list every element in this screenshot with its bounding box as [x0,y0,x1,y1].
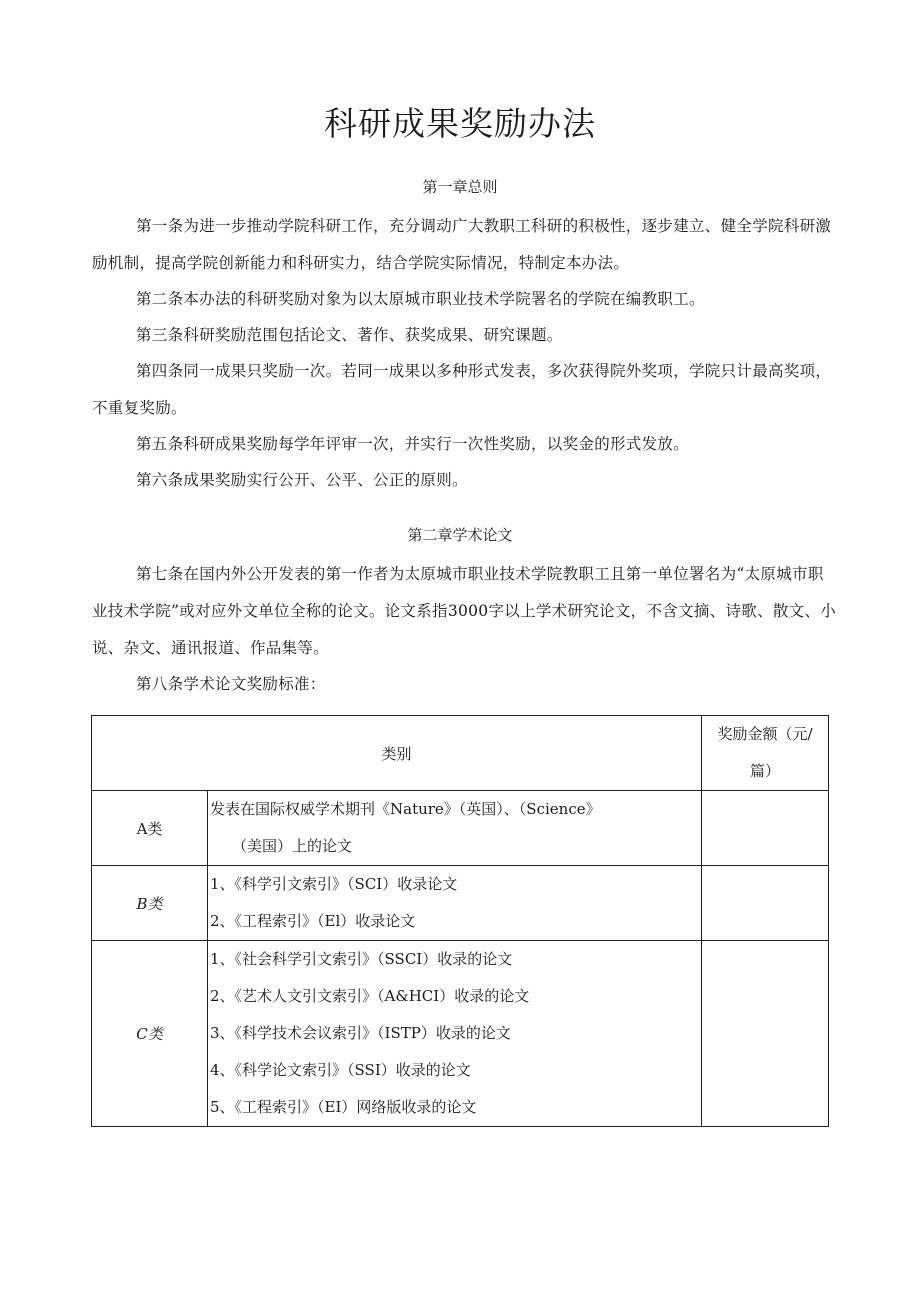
article-4: 第四条同一成果只奖励一次。若同一成果以多种形式发表，多次获得院外奖项，学院只计最高奖项，不重复奖励。 [92,362,832,417]
row-b-description: 1、《科学引文索引》（SCI）收录论文 2、《工程索引》（El）收录论文 [208,866,702,941]
article-5: 第五条科研成果奖励每学年评审一次，并实行一次性奖励，以奖金的形式发放。 [136,435,690,453]
row-a-description: 发表在国际权威学术期刊《Nature》（英国）、（Science》 （美国）上的论文 [208,791,702,866]
award-standard-table [91,715,829,1127]
table-row [92,941,829,1127]
chapter-1-heading: 第一章总则 [422,178,498,196]
row-b-category: B类 [92,866,208,941]
document-title: 科研成果奖励办法 [324,104,596,143]
row-b-amount [702,866,829,941]
article-1: 第一条为进一步推动学院科研工作，充分调动广大教职工科研的积极性，逐步建立、健全学院科研激励机制，提高学院创新能力和科研实力，结合学院实际情况，特制定本办法。 [92,217,832,272]
chapter-2-heading: 第二章学术论文 [407,526,513,544]
table-row [92,866,829,941]
table-row [92,791,829,866]
header-category: 类别 [92,716,702,791]
header-amount: 奖励金额（元/ 篇） [702,716,829,791]
article-6: 第六条成果奖励实行公开、公平、公正的原则。 [136,471,468,489]
row-c-amount [702,941,829,1127]
row-c-description: 1、《社会科学引文索引》（SSCI）收录的论文 2、《艺术人文引文索引》（A&HCI）收录的论文 3、《科学技术会议索引》（ISTP）收录的论文 4、《科学论文索引》（SSI）收录的论文 5、《工程索引》（EI）网络版收录的论文 [208,941,702,1127]
article-8: 第八条学术论文奖励标准： [136,675,326,693]
table-header-row [92,716,829,791]
article-3: 第三条科研奖励范围包括论文、著作、获奖成果、研究课题。 [136,326,563,344]
row-a-amount [702,791,829,866]
row-a-category: A类 [92,791,208,866]
row-c-category: C类 [92,941,208,1127]
article-7: 第七条在国内外公开发表的第一作者为太原城市职业技术学院教职工且第一单位署名为“太原城市职业技术学院”或对应外文单位全称的论文。论文系指3000字以上学术研究论文，不含文摘、诗歌、散文、小说、杂文、通讯报道、作品集等。 [92,565,837,657]
article-2: 第二条本办法的科研奖励对象为以太原城市职业技术学院署名的学院在编教职工。 [136,290,705,308]
